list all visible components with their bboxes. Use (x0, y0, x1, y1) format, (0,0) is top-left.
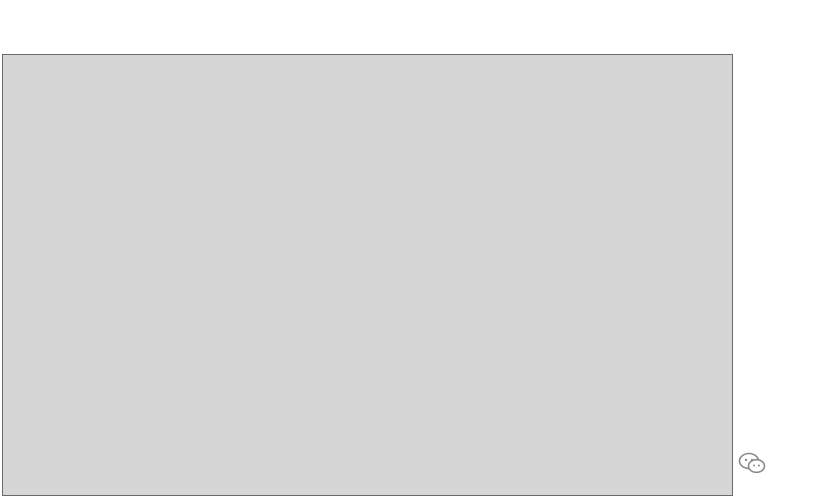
wechat-icon (738, 452, 766, 474)
watermark (738, 452, 772, 474)
price-table (2, 54, 733, 496)
